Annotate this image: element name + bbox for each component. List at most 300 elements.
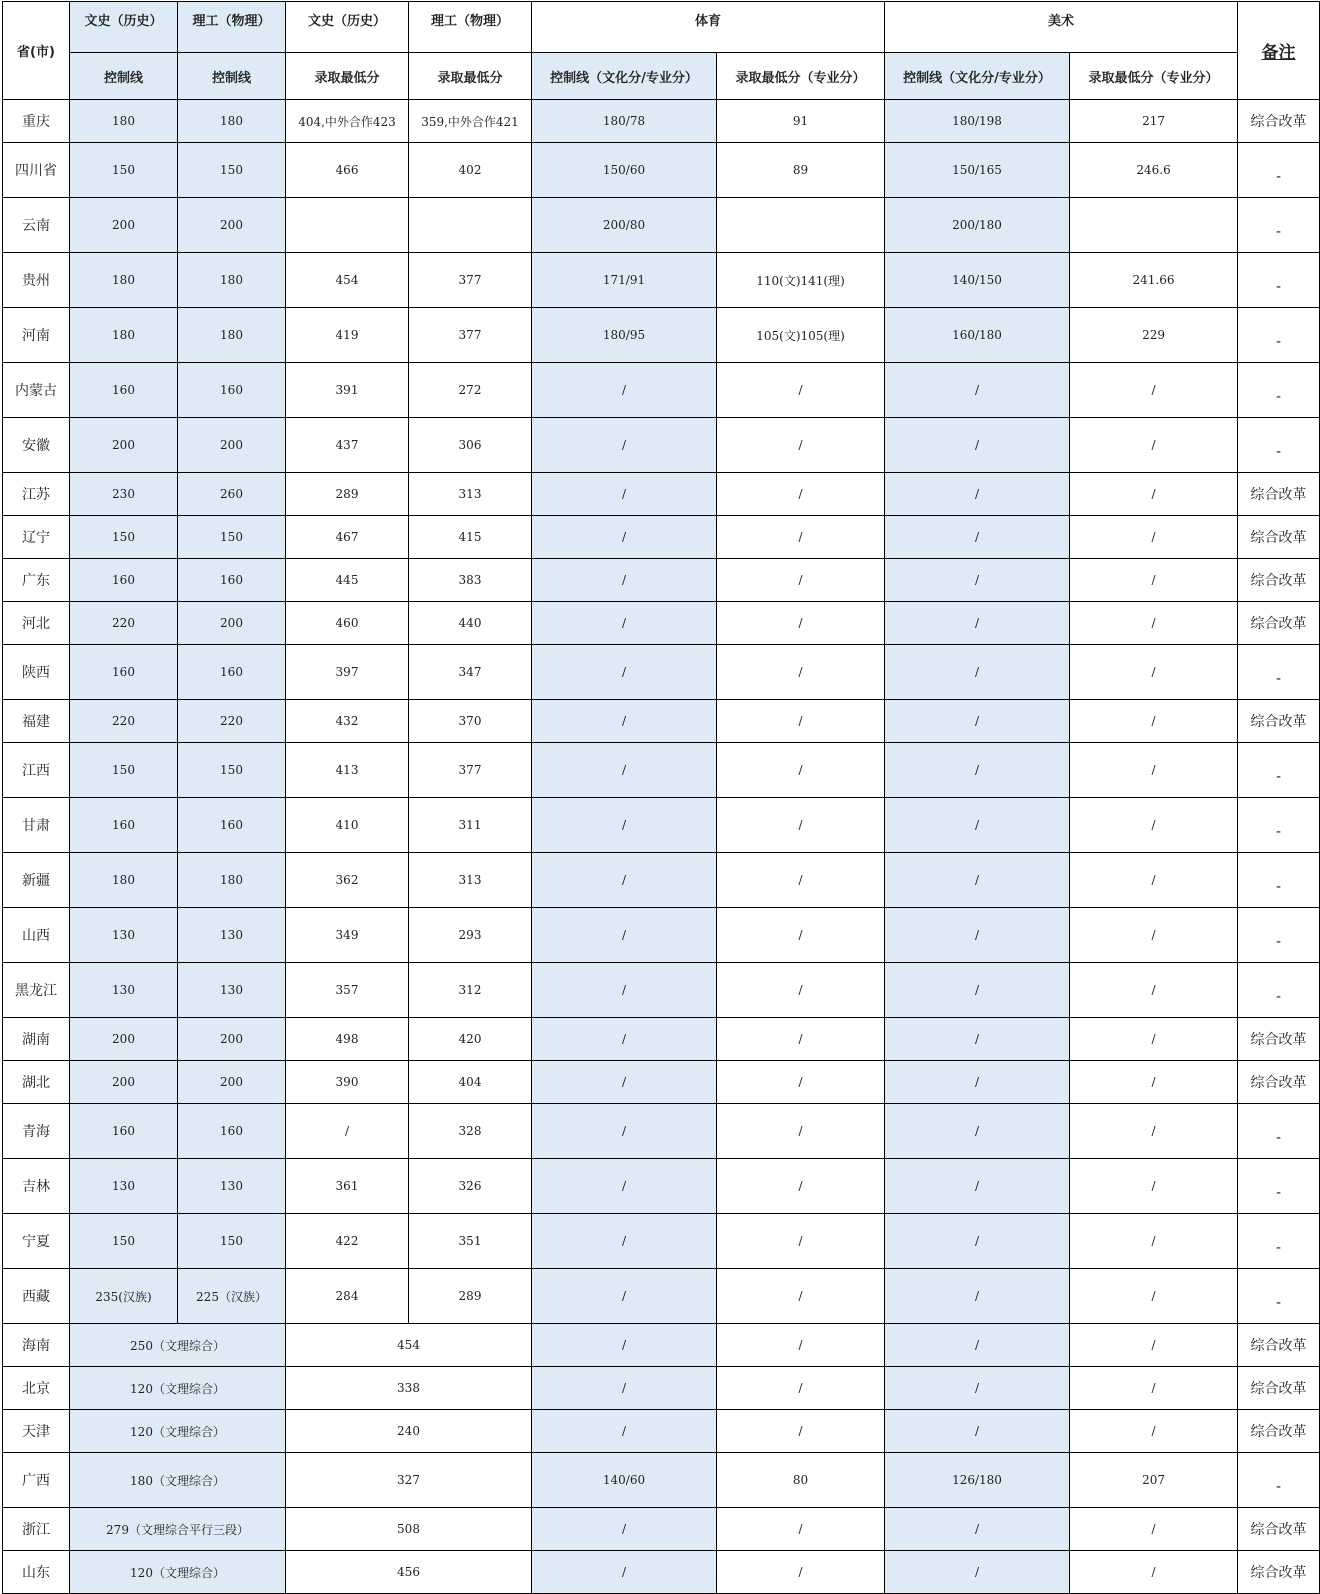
remark-cell: 综合改革 — [1238, 602, 1320, 645]
arts-control-cell: / — [885, 700, 1070, 743]
min-score-wenshi-cell: 460 — [286, 602, 409, 645]
arts-control-cell: 150/165 — [885, 143, 1070, 198]
remark-cell: 综合改革 — [1238, 1367, 1320, 1410]
remark-cell: 综合改革 — [1238, 1551, 1320, 1594]
min-score-ligong-cell: 377 — [409, 253, 532, 308]
table-row — [3, 253, 1320, 308]
arts-min-cell: / — [1070, 1551, 1238, 1594]
sports-min-cell: / — [717, 1367, 885, 1410]
header-ligong: 理工（物理） — [178, 2, 286, 53]
header-ligong-min: 理工（物理） — [409, 2, 532, 53]
remark-cell: - — [1238, 1453, 1320, 1508]
table-row — [3, 100, 1320, 143]
table-row — [3, 1367, 1320, 1410]
sports-min-cell: / — [717, 516, 885, 559]
sports-control-cell: 200/80 — [532, 198, 717, 253]
sports-min-cell: / — [717, 1104, 885, 1159]
control-line-ligong-cell: 160 — [178, 559, 286, 602]
min-score-ligong-cell: 404 — [409, 1061, 532, 1104]
header-arts: 美术 — [885, 2, 1238, 53]
arts-min-cell: / — [1070, 645, 1238, 700]
sports-min-cell: 110(文)141(理) — [717, 253, 885, 308]
sports-min-cell: / — [717, 1214, 885, 1269]
province-cell: 河北 — [3, 602, 70, 645]
min-score-combined-cell: 240 — [286, 1410, 532, 1453]
sports-min-cell: 80 — [717, 1453, 885, 1508]
control-line-ligong-cell: 180 — [178, 853, 286, 908]
arts-control-cell: / — [885, 1061, 1070, 1104]
min-score-wenshi-cell: 466 — [286, 143, 409, 198]
sports-control-cell: / — [532, 516, 717, 559]
sports-control-cell: / — [532, 963, 717, 1018]
header-arts-control: 控制线（文化分/专业分） — [885, 53, 1070, 100]
province-cell: 山西 — [3, 908, 70, 963]
control-line-ligong-cell: 260 — [178, 473, 286, 516]
province-cell: 吉林 — [3, 1159, 70, 1214]
control-line-ligong-cell: 220 — [178, 700, 286, 743]
min-score-wenshi-cell: 349 — [286, 908, 409, 963]
min-score-ligong-cell: 313 — [409, 473, 532, 516]
header-province: 省(市) — [3, 2, 70, 100]
arts-control-cell: 126/180 — [885, 1453, 1070, 1508]
arts-control-cell: / — [885, 1367, 1070, 1410]
remark-cell: 综合改革 — [1238, 1410, 1320, 1453]
remark-cell: 综合改革 — [1238, 1061, 1320, 1104]
min-score-combined-cell: 456 — [286, 1551, 532, 1594]
admission-score-table — [2, 1, 1320, 1594]
min-score-ligong-cell: 289 — [409, 1269, 532, 1324]
control-line-wenshi-cell: 150 — [70, 1214, 178, 1269]
min-score-combined-cell: 454 — [286, 1324, 532, 1367]
min-score-ligong-cell: 402 — [409, 143, 532, 198]
remark-cell: - — [1238, 308, 1320, 363]
province-cell: 江苏 — [3, 473, 70, 516]
remark-cell: 综合改革 — [1238, 1324, 1320, 1367]
control-line-ligong-cell: 150 — [178, 516, 286, 559]
arts-min-cell: / — [1070, 602, 1238, 645]
province-cell: 天津 — [3, 1410, 70, 1453]
table-row — [3, 743, 1320, 798]
province-cell: 内蒙古 — [3, 363, 70, 418]
province-cell: 山东 — [3, 1551, 70, 1594]
table-row — [3, 798, 1320, 853]
sports-control-cell: / — [532, 1104, 717, 1159]
arts-min-cell: / — [1070, 1508, 1238, 1551]
min-score-wenshi-cell: 397 — [286, 645, 409, 700]
min-score-ligong-cell: 420 — [409, 1018, 532, 1061]
sports-min-cell: / — [717, 1269, 885, 1324]
min-score-wenshi-cell: 432 — [286, 700, 409, 743]
sports-min-cell: / — [717, 418, 885, 473]
min-score-ligong-cell: 370 — [409, 700, 532, 743]
control-line-combined-cell: 120（文理综合） — [70, 1551, 286, 1594]
arts-control-cell: / — [885, 559, 1070, 602]
remark-cell: - — [1238, 253, 1320, 308]
table-row — [3, 1324, 1320, 1367]
province-cell: 青海 — [3, 1104, 70, 1159]
control-line-ligong-cell: 160 — [178, 798, 286, 853]
province-cell: 湖南 — [3, 1018, 70, 1061]
min-score-ligong-cell: 383 — [409, 559, 532, 602]
remark-cell: - — [1238, 743, 1320, 798]
control-line-combined-cell: 250（文理综合） — [70, 1324, 286, 1367]
control-line-combined-cell: 120（文理综合） — [70, 1367, 286, 1410]
control-line-wenshi-cell: 220 — [70, 602, 178, 645]
min-score-wenshi-cell: / — [286, 1104, 409, 1159]
min-score-ligong-cell: 312 — [409, 963, 532, 1018]
min-score-ligong-cell — [409, 198, 532, 253]
province-cell: 云南 — [3, 198, 70, 253]
min-score-ligong-cell: 328 — [409, 1104, 532, 1159]
arts-min-cell: / — [1070, 798, 1238, 853]
sports-control-cell: / — [532, 853, 717, 908]
control-line-wenshi-cell: 130 — [70, 1159, 178, 1214]
control-line-ligong-cell: 150 — [178, 743, 286, 798]
min-score-wenshi-cell: 437 — [286, 418, 409, 473]
sports-min-cell: / — [717, 645, 885, 700]
control-line-wenshi-cell: 130 — [70, 908, 178, 963]
sports-control-cell: / — [532, 473, 717, 516]
control-line-wenshi-cell: 180 — [70, 853, 178, 908]
control-line-combined-cell: 120（文理综合） — [70, 1410, 286, 1453]
table-row — [3, 1214, 1320, 1269]
sports-min-cell: / — [717, 798, 885, 853]
min-score-ligong-cell: 440 — [409, 602, 532, 645]
min-score-ligong-cell: 272 — [409, 363, 532, 418]
arts-control-cell: / — [885, 645, 1070, 700]
min-score-wenshi-cell: 498 — [286, 1018, 409, 1061]
arts-min-cell: 241.66 — [1070, 253, 1238, 308]
control-line-wenshi-cell: 180 — [70, 253, 178, 308]
remark-cell: 综合改革 — [1238, 516, 1320, 559]
sports-min-cell: / — [717, 908, 885, 963]
arts-control-cell: / — [885, 853, 1070, 908]
control-line-wenshi-cell: 200 — [70, 1061, 178, 1104]
table-row — [3, 1104, 1320, 1159]
min-score-wenshi-cell: 391 — [286, 363, 409, 418]
province-cell: 湖北 — [3, 1061, 70, 1104]
table-row — [3, 853, 1320, 908]
arts-min-cell: 217 — [1070, 100, 1238, 143]
arts-min-cell: / — [1070, 473, 1238, 516]
table-row — [3, 963, 1320, 1018]
control-line-wenshi-cell: 160 — [70, 645, 178, 700]
remark-cell: - — [1238, 143, 1320, 198]
control-line-ligong-cell: 130 — [178, 963, 286, 1018]
control-line-ligong-cell: 160 — [178, 363, 286, 418]
sports-control-cell: / — [532, 1061, 717, 1104]
sports-min-cell: / — [717, 1508, 885, 1551]
table-row — [3, 1410, 1320, 1453]
control-line-ligong-cell: 160 — [178, 645, 286, 700]
sports-min-cell: / — [717, 700, 885, 743]
arts-control-cell: / — [885, 602, 1070, 645]
sports-min-cell — [717, 198, 885, 253]
arts-min-cell: / — [1070, 1159, 1238, 1214]
remark-cell: - — [1238, 363, 1320, 418]
header-control-line-wenshi: 控制线 — [70, 53, 178, 100]
remark-cell: - — [1238, 645, 1320, 700]
min-score-wenshi-cell: 419 — [286, 308, 409, 363]
table-row — [3, 645, 1320, 700]
control-line-ligong-cell: 200 — [178, 418, 286, 473]
remark-cell: - — [1238, 1104, 1320, 1159]
table-row — [3, 418, 1320, 473]
min-score-wenshi-cell: 362 — [286, 853, 409, 908]
sports-control-cell: / — [532, 1367, 717, 1410]
arts-min-cell: / — [1070, 1324, 1238, 1367]
sports-control-cell: / — [532, 1324, 717, 1367]
min-score-combined-cell: 508 — [286, 1508, 532, 1551]
header-sports-control: 控制线（文化分/专业分） — [532, 53, 717, 100]
sports-min-cell: 89 — [717, 143, 885, 198]
min-score-wenshi-cell: 422 — [286, 1214, 409, 1269]
arts-control-cell: 180/198 — [885, 100, 1070, 143]
remark-cell: - — [1238, 908, 1320, 963]
remark-cell: - — [1238, 198, 1320, 253]
control-line-wenshi-cell: 180 — [70, 308, 178, 363]
sports-control-cell: / — [532, 1551, 717, 1594]
min-score-ligong-cell: 347 — [409, 645, 532, 700]
sports-control-cell: / — [532, 1214, 717, 1269]
sports-control-cell: / — [532, 559, 717, 602]
header-sports-min: 录取最低分（专业分） — [717, 53, 885, 100]
arts-min-cell: / — [1070, 1367, 1238, 1410]
arts-control-cell: / — [885, 473, 1070, 516]
province-cell: 四川省 — [3, 143, 70, 198]
min-score-wenshi-cell: 404,中外合作423 — [286, 100, 409, 143]
min-score-ligong-cell: 313 — [409, 853, 532, 908]
arts-min-cell: / — [1070, 1061, 1238, 1104]
province-cell: 贵州 — [3, 253, 70, 308]
sports-control-cell: / — [532, 743, 717, 798]
arts-control-cell: / — [885, 1508, 1070, 1551]
table-row — [3, 559, 1320, 602]
control-line-ligong-cell: 130 — [178, 1159, 286, 1214]
min-score-ligong-cell: 377 — [409, 743, 532, 798]
control-line-ligong-cell: 130 — [178, 908, 286, 963]
arts-control-cell: / — [885, 1324, 1070, 1367]
min-score-ligong-cell: 311 — [409, 798, 532, 853]
min-score-ligong-cell: 415 — [409, 516, 532, 559]
province-cell: 北京 — [3, 1367, 70, 1410]
arts-control-cell: / — [885, 1214, 1070, 1269]
min-score-wenshi-cell: 445 — [286, 559, 409, 602]
arts-control-cell: / — [885, 798, 1070, 853]
control-line-wenshi-cell: 160 — [70, 363, 178, 418]
header-wenshi-min: 文史（历史） — [286, 2, 409, 53]
remark-cell: - — [1238, 1214, 1320, 1269]
province-cell: 广西 — [3, 1453, 70, 1508]
remark-cell: - — [1238, 1159, 1320, 1214]
control-line-ligong-cell: 200 — [178, 1018, 286, 1061]
min-score-wenshi-cell: 289 — [286, 473, 409, 516]
table-row — [3, 908, 1320, 963]
table-row — [3, 363, 1320, 418]
control-line-wenshi-cell: 150 — [70, 516, 178, 559]
remark-cell: 综合改革 — [1238, 473, 1320, 516]
province-cell: 甘肃 — [3, 798, 70, 853]
sports-min-cell: / — [717, 473, 885, 516]
table-header — [3, 2, 1320, 100]
sports-control-cell: / — [532, 1410, 717, 1453]
min-score-ligong-cell: 293 — [409, 908, 532, 963]
header-min-score-ligong: 录取最低分 — [409, 53, 532, 100]
remark-cell: 综合改革 — [1238, 559, 1320, 602]
province-cell: 重庆 — [3, 100, 70, 143]
control-line-ligong-cell: 150 — [178, 1214, 286, 1269]
province-cell: 福建 — [3, 700, 70, 743]
control-line-combined-cell: 279（文理综合平行三段） — [70, 1508, 286, 1551]
header-wenshi: 文史（历史） — [70, 2, 178, 53]
control-line-wenshi-cell: 160 — [70, 1104, 178, 1159]
sports-min-cell: / — [717, 743, 885, 798]
min-score-wenshi-cell: 361 — [286, 1159, 409, 1214]
table-row — [3, 198, 1320, 253]
table-row — [3, 1453, 1320, 1508]
header-min-score-wenshi: 录取最低分 — [286, 53, 409, 100]
header-arts-min: 录取最低分（专业分） — [1070, 53, 1238, 100]
min-score-combined-cell: 327 — [286, 1453, 532, 1508]
header-sports: 体育 — [532, 2, 885, 53]
sports-control-cell: 180/95 — [532, 308, 717, 363]
control-line-ligong-cell: 180 — [178, 100, 286, 143]
province-cell: 黑龙江 — [3, 963, 70, 1018]
arts-control-cell: / — [885, 908, 1070, 963]
arts-control-cell: / — [885, 363, 1070, 418]
table-body — [3, 100, 1320, 1594]
control-line-wenshi-cell: 160 — [70, 798, 178, 853]
province-cell: 江西 — [3, 743, 70, 798]
table-row — [3, 1061, 1320, 1104]
header-control-line-ligong: 控制线 — [178, 53, 286, 100]
control-line-ligong-cell: 200 — [178, 198, 286, 253]
min-score-ligong-cell: 359,中外合作421 — [409, 100, 532, 143]
arts-min-cell: / — [1070, 700, 1238, 743]
control-line-wenshi-cell: 180 — [70, 100, 178, 143]
header-remark: 备注 — [1238, 2, 1320, 100]
sports-control-cell: 180/78 — [532, 100, 717, 143]
sports-control-cell: / — [532, 645, 717, 700]
arts-control-cell: / — [885, 1410, 1070, 1453]
table-row — [3, 308, 1320, 363]
control-line-ligong-cell: 225（汉族） — [178, 1269, 286, 1324]
arts-min-cell: 246.6 — [1070, 143, 1238, 198]
sports-control-cell: 150/60 — [532, 143, 717, 198]
control-line-combined-cell: 180（文理综合） — [70, 1453, 286, 1508]
remark-cell: 综合改革 — [1238, 1018, 1320, 1061]
min-score-wenshi-cell: 410 — [286, 798, 409, 853]
arts-min-cell: / — [1070, 1214, 1238, 1269]
arts-min-cell: / — [1070, 1018, 1238, 1061]
min-score-ligong-cell: 306 — [409, 418, 532, 473]
arts-min-cell: / — [1070, 418, 1238, 473]
province-cell: 辽宁 — [3, 516, 70, 559]
arts-control-cell: / — [885, 1551, 1070, 1594]
table-row — [3, 1159, 1320, 1214]
sports-control-cell: / — [532, 1018, 717, 1061]
sports-min-cell: / — [717, 1324, 885, 1367]
province-cell: 海南 — [3, 1324, 70, 1367]
sports-min-cell: / — [717, 559, 885, 602]
sports-min-cell: / — [717, 1061, 885, 1104]
arts-control-cell: / — [885, 963, 1070, 1018]
table-row — [3, 602, 1320, 645]
sports-control-cell: / — [532, 1508, 717, 1551]
sports-min-cell: / — [717, 963, 885, 1018]
control-line-wenshi-cell: 160 — [70, 559, 178, 602]
sports-min-cell: / — [717, 1551, 885, 1594]
sports-control-cell: / — [532, 418, 717, 473]
min-score-wenshi-cell: 467 — [286, 516, 409, 559]
arts-control-cell: / — [885, 1159, 1070, 1214]
min-score-wenshi-cell: 390 — [286, 1061, 409, 1104]
arts-min-cell: / — [1070, 363, 1238, 418]
sports-control-cell: 171/91 — [532, 253, 717, 308]
arts-min-cell: / — [1070, 516, 1238, 559]
sports-min-cell: / — [717, 853, 885, 908]
table-row — [3, 473, 1320, 516]
province-cell: 陕西 — [3, 645, 70, 700]
control-line-wenshi-cell: 200 — [70, 418, 178, 473]
min-score-wenshi-cell — [286, 198, 409, 253]
province-cell: 河南 — [3, 308, 70, 363]
province-cell: 安徽 — [3, 418, 70, 473]
arts-control-cell: / — [885, 1104, 1070, 1159]
sports-min-cell: / — [717, 1410, 885, 1453]
control-line-wenshi-cell: 150 — [70, 743, 178, 798]
province-cell: 新疆 — [3, 853, 70, 908]
arts-control-cell: / — [885, 418, 1070, 473]
arts-control-cell: 200/180 — [885, 198, 1070, 253]
sports-control-cell: / — [532, 700, 717, 743]
min-score-ligong-cell: 326 — [409, 1159, 532, 1214]
control-line-wenshi-cell: 150 — [70, 143, 178, 198]
arts-control-cell: 160/180 — [885, 308, 1070, 363]
table-row — [3, 143, 1320, 198]
min-score-ligong-cell: 351 — [409, 1214, 532, 1269]
arts-min-cell: / — [1070, 1269, 1238, 1324]
arts-min-cell: / — [1070, 1104, 1238, 1159]
sports-control-cell: / — [532, 363, 717, 418]
sports-min-cell: / — [717, 1159, 885, 1214]
arts-min-cell: / — [1070, 908, 1238, 963]
sports-control-cell: 140/60 — [532, 1453, 717, 1508]
control-line-wenshi-cell: 230 — [70, 473, 178, 516]
control-line-wenshi-cell: 200 — [70, 198, 178, 253]
control-line-ligong-cell: 150 — [178, 143, 286, 198]
remark-cell: - — [1238, 963, 1320, 1018]
arts-min-cell: 207 — [1070, 1453, 1238, 1508]
control-line-wenshi-cell: 200 — [70, 1018, 178, 1061]
table-row — [3, 1269, 1320, 1324]
control-line-ligong-cell: 200 — [178, 602, 286, 645]
sports-control-cell: / — [532, 798, 717, 853]
control-line-wenshi-cell: 130 — [70, 963, 178, 1018]
min-score-wenshi-cell: 357 — [286, 963, 409, 1018]
sports-control-cell: / — [532, 602, 717, 645]
arts-min-cell: 229 — [1070, 308, 1238, 363]
remark-cell: - — [1238, 418, 1320, 473]
remark-cell: - — [1238, 798, 1320, 853]
sports-min-cell: 105(文)105(理) — [717, 308, 885, 363]
table-row — [3, 700, 1320, 743]
sports-control-cell: / — [532, 1269, 717, 1324]
control-line-ligong-cell: 160 — [178, 1104, 286, 1159]
sports-control-cell: / — [532, 908, 717, 963]
control-line-wenshi-cell: 235(汉族) — [70, 1269, 178, 1324]
arts-min-cell: / — [1070, 1410, 1238, 1453]
